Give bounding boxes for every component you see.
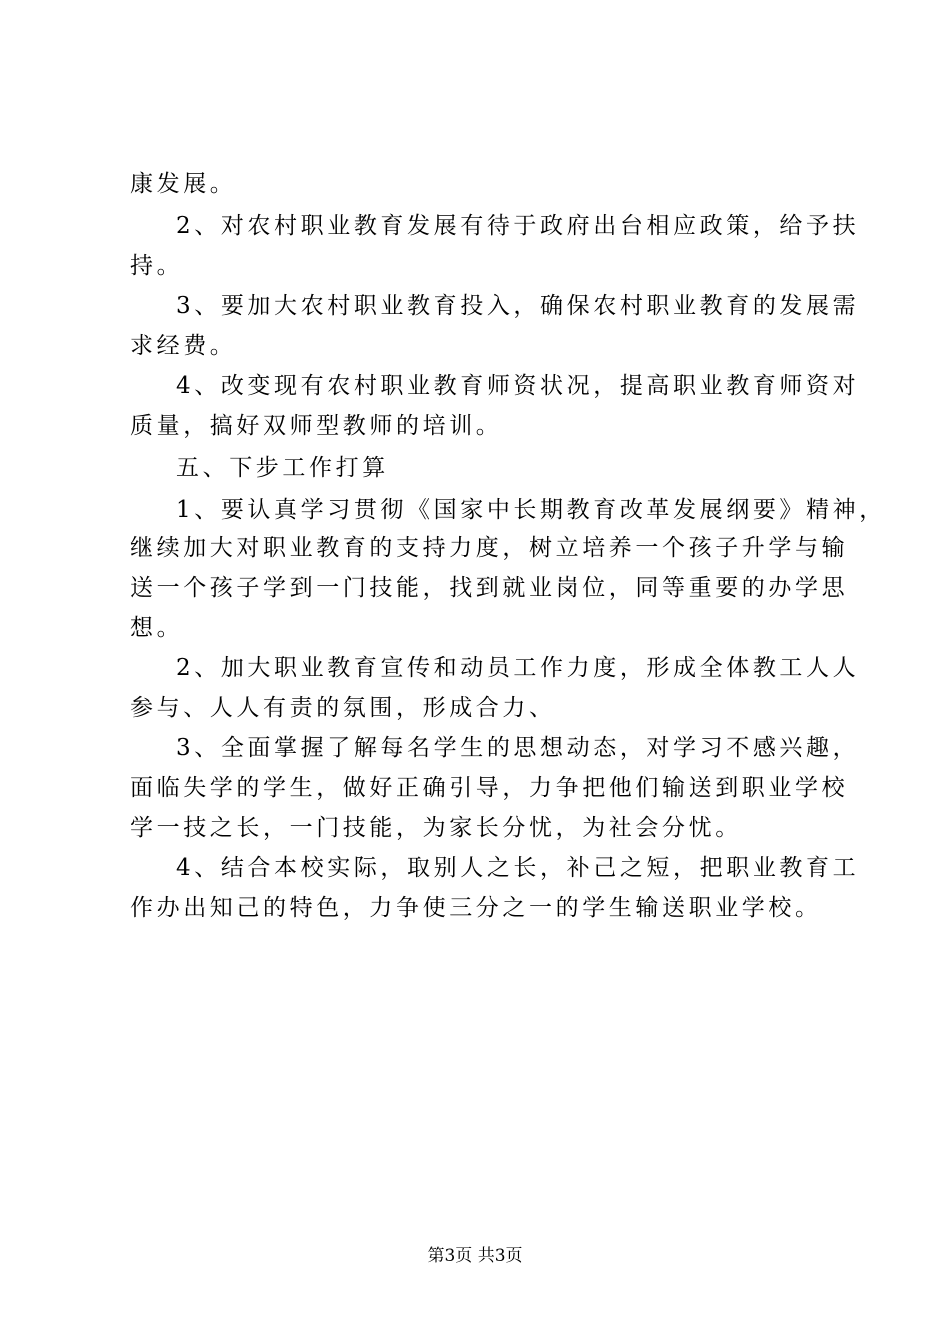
paragraph-line: 送一个孩子学到一门技能，找到就业岗位，同等重要的办学思 — [130, 575, 849, 601]
paragraph-line: 持。 — [130, 253, 184, 279]
paragraph-line: 3、要加大农村职业教育投入，确保农村职业教育的发展需 — [176, 293, 860, 319]
page-number-footer: 第3页 共3页 — [427, 1246, 523, 1266]
paragraph-line: 继续加大对职业教育的支持力度，树立培养一个孩子升学与输 — [130, 535, 849, 561]
paragraph-line: 作办出知己的特色，力争使三分之一的学生输送职业学校。 — [130, 895, 822, 921]
paragraph-line: 质量，搞好双师型教师的培训。 — [130, 413, 503, 439]
paragraph-line: 1、要认真学习贯彻《国家中长期教育改革发展纲要》精神， — [176, 497, 886, 523]
paragraph-line: 参与、人人有责的氛围，形成合力、 — [130, 695, 556, 721]
paragraph-line: 学一技之长，一门技能，为家长分忧，为社会分忧。 — [130, 815, 742, 841]
paragraph-line: 面临失学的学生，做好正确引导，力争把他们输送到职业学校 — [130, 775, 849, 801]
paragraph-line: 3、全面掌握了解每名学生的思想动态，对学习不感兴趣， — [176, 735, 860, 761]
paragraph-line: 求经费。 — [130, 333, 237, 359]
paragraph-line: 4、改变现有农村职业教育师资状况，提高职业教育师资对 — [176, 373, 860, 399]
section-heading: 五、下步工作打算 — [176, 455, 389, 481]
paragraph-line: 康发展。 — [130, 171, 237, 197]
paragraph-line: 2、加大职业教育宣传和动员工作力度，形成全体教工人人 — [176, 655, 860, 681]
paragraph-line: 2、对农村职业教育发展有待于政府出台相应政策，给予扶 — [176, 213, 860, 239]
paragraph-line: 想。 — [130, 615, 184, 641]
paragraph-line: 4、结合本校实际，取别人之长，补己之短，把职业教育工 — [176, 855, 860, 881]
